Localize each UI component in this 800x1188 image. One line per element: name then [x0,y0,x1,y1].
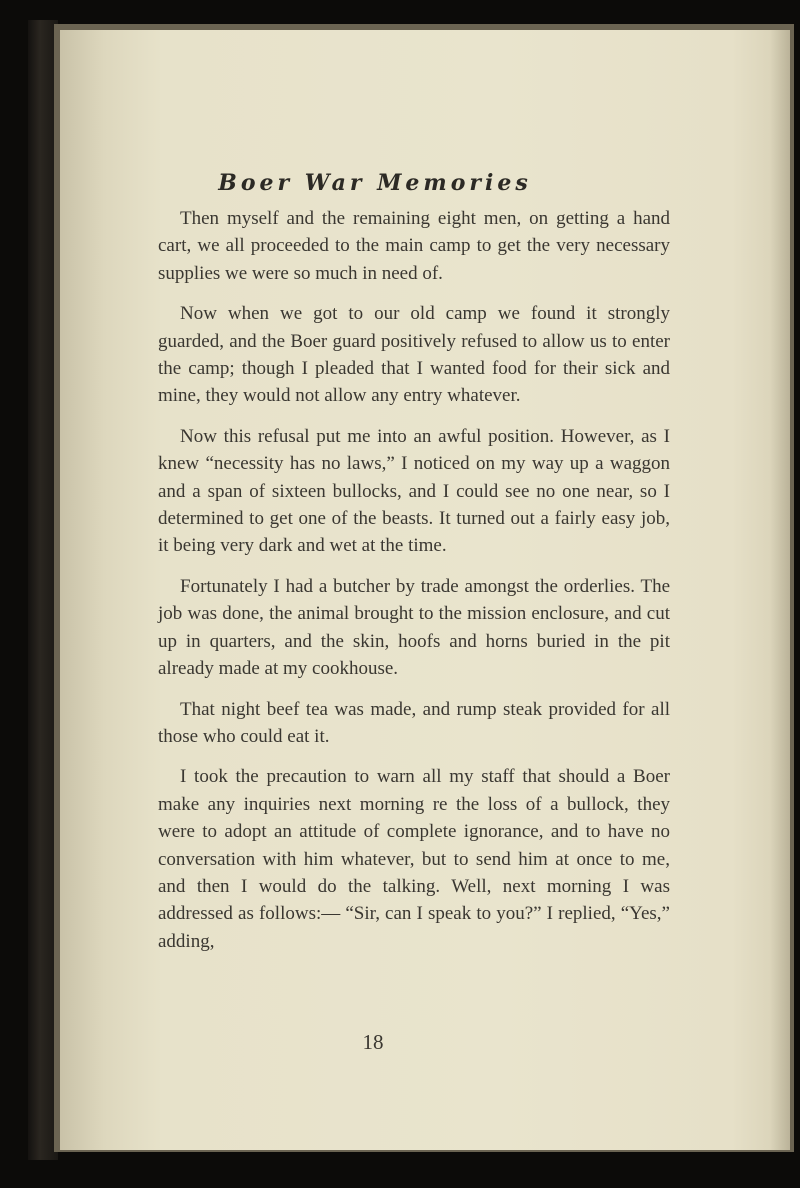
page-number: 18 [362,1030,384,1054]
paragraph: Now when we got to our old camp we found it strongly guarded, and the Boer guard positively refused to allow us to enter the camp; though I pleaded that I wanted food for their sick and mine, they would not allow any entry whatever. [158,303,670,407]
running-head: Boer War Memories [218,170,532,196]
paragraph: Now this refusal put me into an awful position. However, as I knew “necessity has no laws,” I noticed on my way up a waggon and a span of sixteen bullocks, and I could see no one near, so I determined to get one of the beasts. It turned out a fairly easy job, it being very dark and wet at the time. [158,425,670,557]
body-text [158,205,670,968]
paragraph: Then myself and the remaining eight men, on getting a hand cart, we all proceeded to the main camp to get the very necessary supplies we were so much in need of. [158,208,670,284]
paragraph: I took the precaution to warn all my staff that should a Boer make any inquiries next morning re the loss of a bullock, they were to adopt an attitude of complete ignorance, and to have no conversation with him whatever, but to send him at once to me, and then I would do the talking. Well, next morning I was addressed as follows:— “Sir, can I speak to you?” I replied, “Yes,” adding, [158,766,670,952]
paragraph: Fortunately I had a butcher by trade amongst the orderlies. The job was done, the animal brought to the mission enclosure, and cut up in quarters, and the skin, hoofs and horns buried in the pit already made at my cookhouse. [158,575,670,680]
paragraph: That night beef tea was made, and rump steak provided for all those who could eat it. [158,698,670,747]
